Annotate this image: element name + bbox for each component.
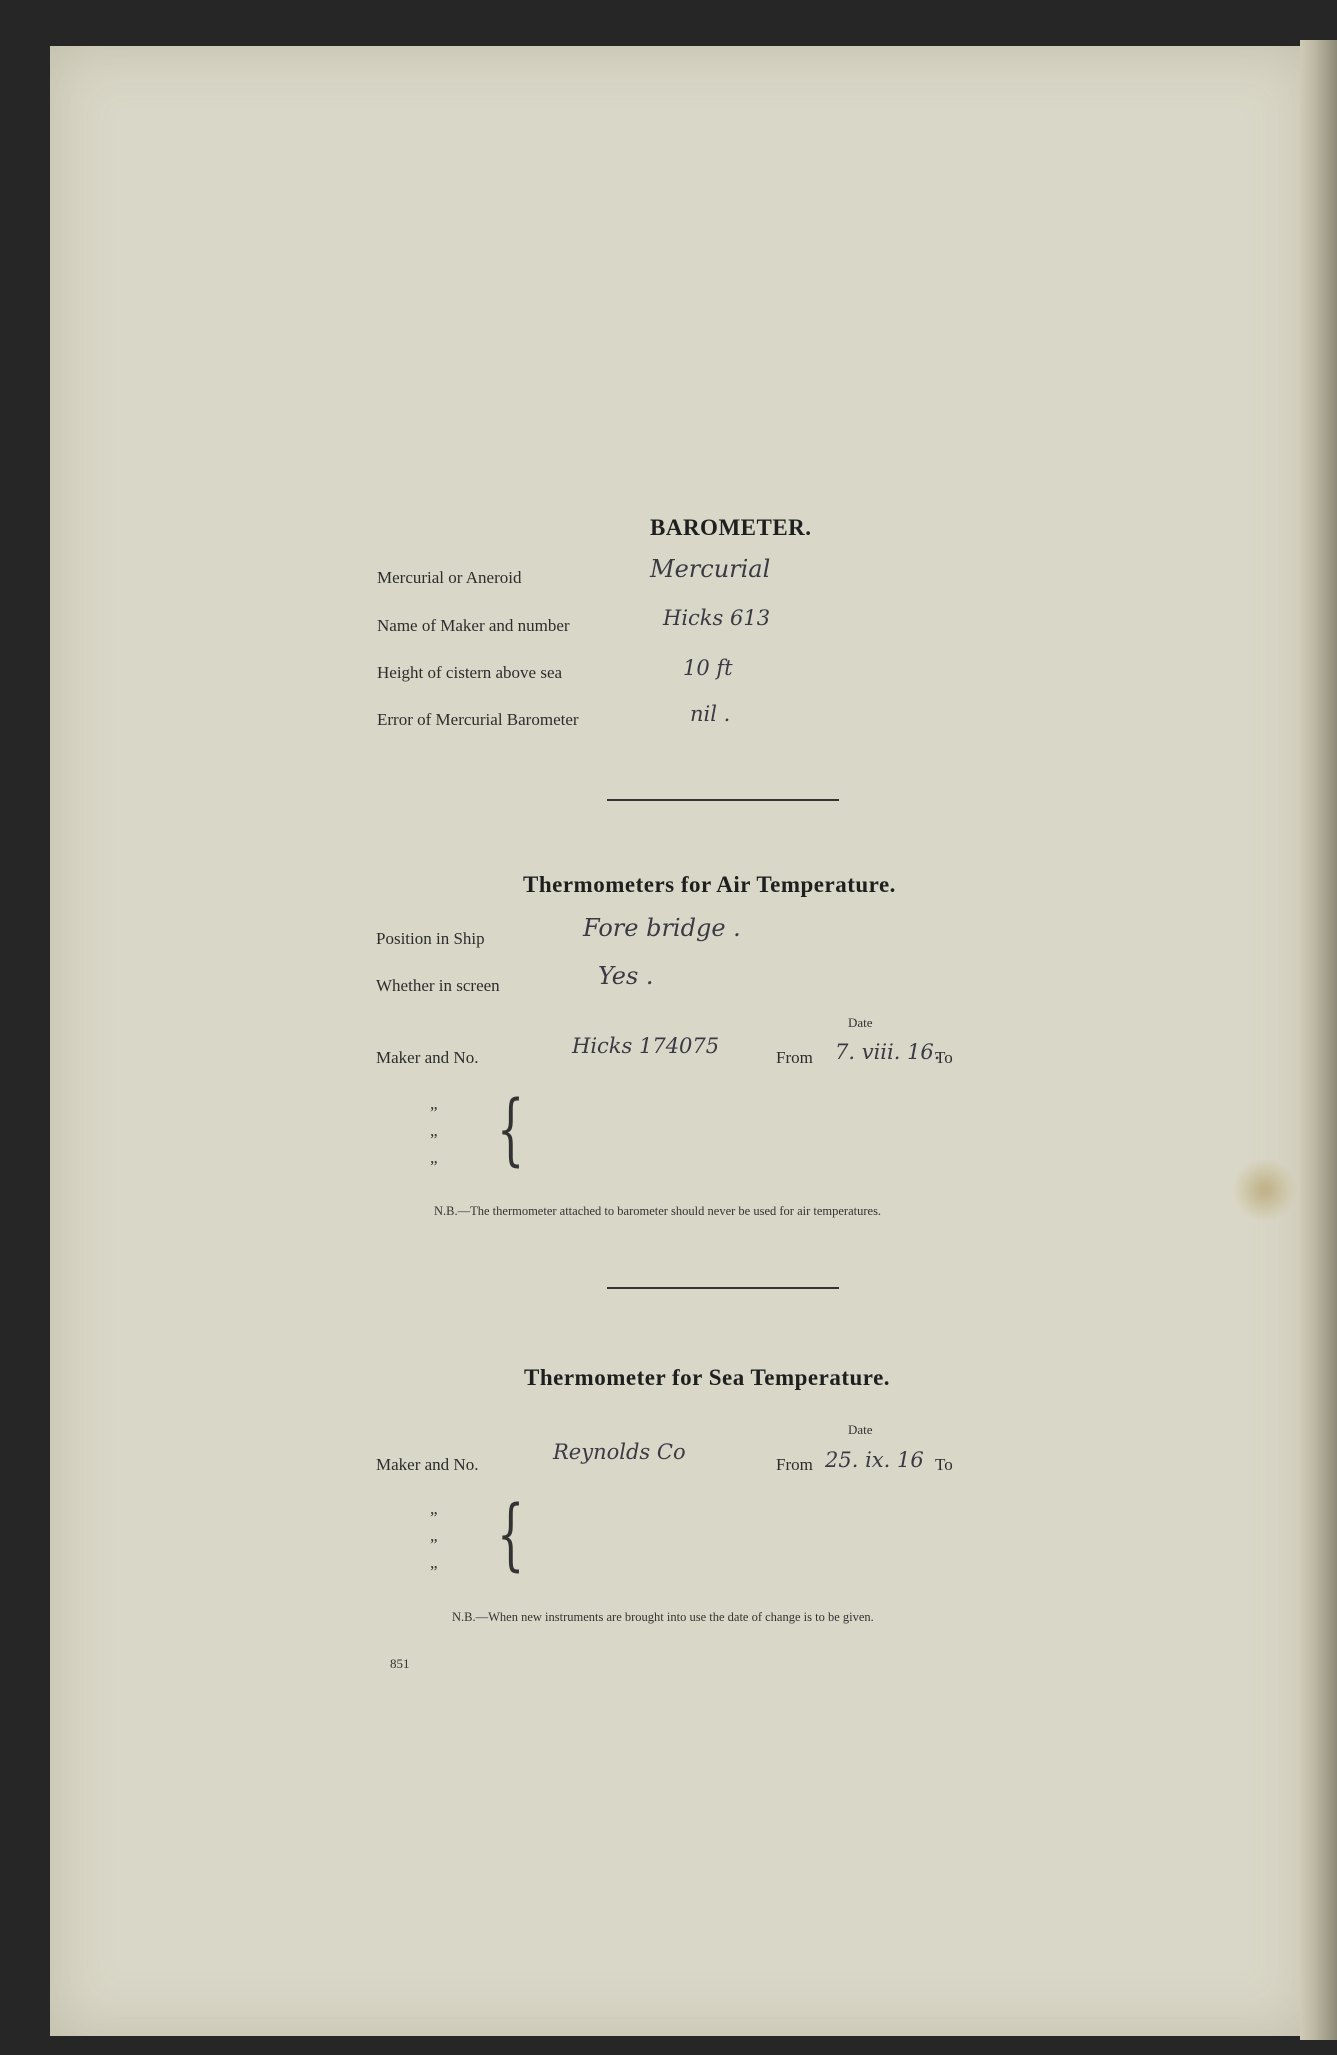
sea-ditto-3: ” <box>430 1562 438 1581</box>
barometer-maker-value: Hicks 613 <box>663 606 771 630</box>
barometer-type-value: Mercurial <box>650 555 771 583</box>
sea-date-label: Date <box>848 1422 873 1437</box>
barometer-type-label: Mercurial or Aneroid <box>377 568 522 587</box>
sea-ditto-1: ” <box>430 1508 438 1527</box>
sea-note: N.B.—When new instruments are brought into use the date of change is to be given. <box>452 1610 874 1624</box>
barometer-heading: BAROMETER. <box>650 515 812 540</box>
air-ditto-3: ” <box>430 1157 438 1176</box>
form-number: 851 <box>390 1656 410 1671</box>
sea-from-label: From <box>776 1455 813 1474</box>
sea-brace: { <box>497 1490 525 1580</box>
sea-to-label: To <box>935 1455 953 1474</box>
air-screen-label: Whether in screen <box>376 976 500 995</box>
barometer-maker-label: Name of Maker and number <box>377 616 570 635</box>
air-maker-value: Hicks 174075 <box>572 1034 720 1058</box>
sea-heading: Thermometer for Sea Temperature. <box>524 1365 891 1390</box>
barometer-error-value: nil . <box>690 702 731 726</box>
air-from-label: From <box>776 1048 813 1067</box>
air-to-label: To <box>935 1048 953 1067</box>
barometer-height-label: Height of cistern above sea <box>377 663 563 682</box>
paper-stain <box>1230 1160 1300 1220</box>
barometer-error-label: Error of Mercurial Barometer <box>377 710 579 729</box>
air-position-label: Position in Ship <box>376 929 485 948</box>
section-divider <box>607 799 839 801</box>
air-brace: { <box>497 1085 525 1175</box>
sea-ditto-2: ” <box>430 1535 438 1554</box>
section-divider <box>607 1287 839 1289</box>
air-from-value: 7. viii. 16. <box>835 1040 941 1064</box>
air-ditto-2: ” <box>430 1130 438 1149</box>
air-note: N.B.—The thermometer attached to barometer should never be used for air temperatures. <box>434 1204 882 1218</box>
air-maker-label: Maker and No. <box>376 1048 479 1067</box>
sea-from-value: 25. ix. 16 <box>825 1448 924 1472</box>
sea-maker-label: Maker and No. <box>376 1455 479 1474</box>
air-position-value: Fore bridge . <box>583 914 741 942</box>
sea-maker-value: Reynolds Co <box>553 1440 686 1464</box>
barometer-height-value: 10 ft <box>683 656 733 680</box>
air-date-label: Date <box>848 1015 873 1030</box>
air-heading: Thermometers for Air Temperature. <box>523 872 896 897</box>
page-edge <box>1300 40 1337 2040</box>
air-ditto-1: ” <box>430 1103 438 1122</box>
air-screen-value: Yes . <box>598 962 654 990</box>
